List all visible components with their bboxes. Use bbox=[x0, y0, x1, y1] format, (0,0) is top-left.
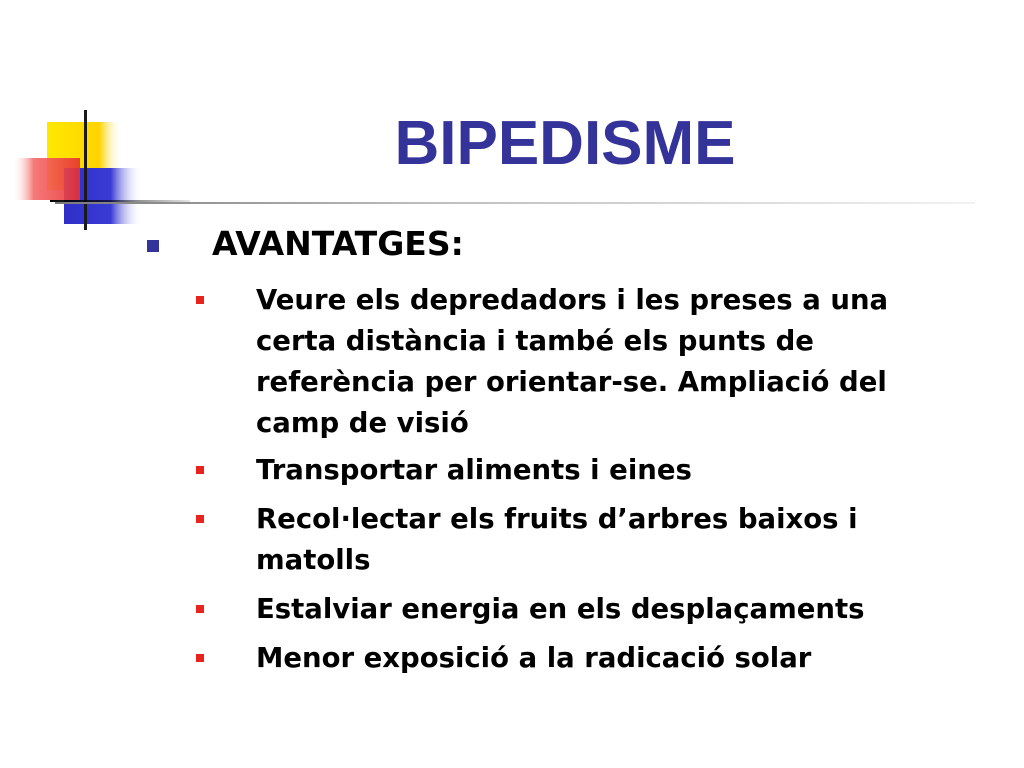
section-heading: AVANTATGES: bbox=[212, 224, 464, 263]
square-bullet-icon bbox=[147, 240, 159, 252]
small-square-bullet-icon bbox=[196, 605, 204, 613]
list-item-text: Transportar aliments i eines bbox=[256, 454, 692, 486]
list-item-text: Menor exposició a la radicació solar bbox=[256, 642, 812, 674]
small-square-bullet-icon bbox=[196, 654, 204, 662]
list-item-text: Veure els depredadors i les preses a una certa distància i també els punts de referència per orientar-se. Ampliació del camp de visió bbox=[256, 284, 889, 439]
small-square-bullet-icon bbox=[196, 515, 204, 523]
small-square-bullet-icon bbox=[196, 296, 204, 304]
small-square-bullet-icon bbox=[196, 466, 204, 474]
squares-logo-icon bbox=[0, 0, 200, 240]
slide-title: BIPEDISME bbox=[394, 109, 736, 178]
list-item-text: Estalviar energia en els desplaçaments bbox=[256, 593, 865, 625]
title-underline bbox=[55, 202, 975, 204]
list-item-text: Recol·lectar els fruits d’arbres baixos i matolls bbox=[256, 503, 858, 576]
